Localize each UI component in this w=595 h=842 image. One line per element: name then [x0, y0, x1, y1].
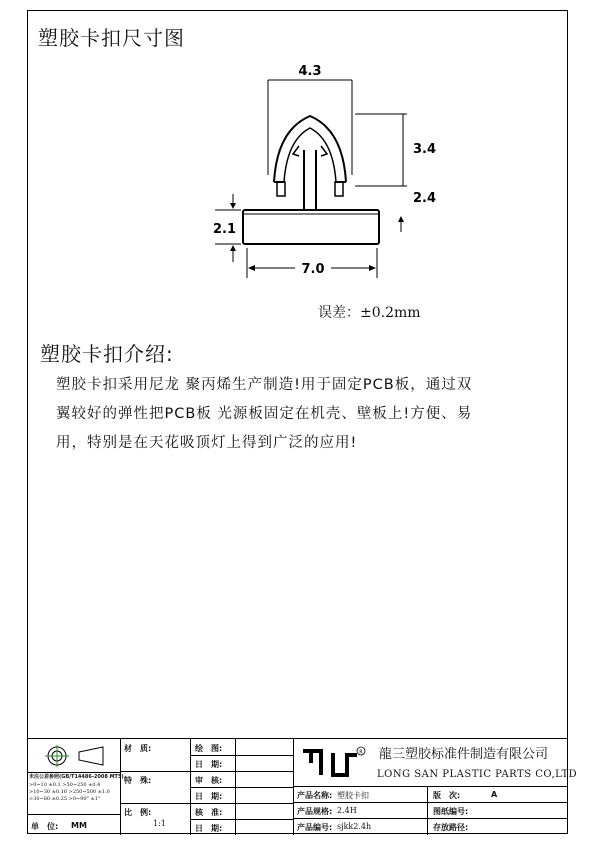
- tol-row: >30~80 ±0.25 >0~90° ±1°: [29, 796, 101, 802]
- version-value: A: [491, 790, 498, 799]
- company-logo: [299, 745, 369, 783]
- tolerance-note: 误差：±0.2mm: [318, 305, 421, 321]
- product-name-value: 塑胶卡扣: [337, 791, 369, 800]
- tol-row: >0~10 ±0.1 >50~250 ±0.4: [29, 782, 101, 788]
- intro-text: [56, 371, 542, 458]
- projection-symbol-icon: [45, 745, 107, 767]
- product-spec-value: 2.4H: [337, 806, 357, 815]
- company-name-cn: 龍三塑胶标准件制造有限公司: [379, 747, 549, 762]
- product-no-value: sjkk2.4h: [337, 822, 372, 831]
- clip-dimension-drawing: [195, 50, 455, 290]
- dim-height-upper: 3.4: [413, 142, 437, 157]
- intro-line: 塑胶卡扣采用尼龙 聚丙烯生产制造!用于固定PCB板，通过双: [56, 377, 473, 393]
- product-no-label: 产品编号:: [297, 823, 333, 832]
- section-title: 塑胶卡扣介绍:: [40, 342, 174, 366]
- dim-width-top: 4.3: [298, 64, 322, 79]
- draw-label: 绘 图:: [195, 744, 223, 753]
- tolerance-standard: 未注公差参照(GB/T14486-2008 MT5): [29, 774, 124, 780]
- page-title: 塑胶卡扣尺寸图: [38, 26, 185, 50]
- unit-label: 单 位:: [31, 822, 59, 831]
- dim-height-mid: 2.4: [413, 191, 437, 206]
- intro-line: 用，特别是在天花吸顶灯上得到广泛的应用!: [56, 435, 358, 451]
- intro-line: 翼较好的弹性把PCB板 光源板固定在机壳、壁板上!方便、易: [56, 406, 473, 422]
- dim-base-height: 2.1: [213, 222, 237, 237]
- product-spec-label: 产品规格:: [297, 807, 333, 816]
- storage-label: 存放路径:: [433, 823, 469, 832]
- version-label: 版 次:: [433, 791, 461, 800]
- product-name-label: 产品名称:: [297, 791, 333, 800]
- special-label: 特 殊:: [124, 776, 152, 785]
- svg-text:R: R: [359, 749, 363, 756]
- date-label: 日 期:: [195, 792, 223, 801]
- dim-base-width: 7.0: [301, 262, 325, 277]
- tol-row: >10~30 ±0.16 >250~500 ±1.0: [29, 789, 110, 795]
- date-label: 日 期:: [195, 760, 223, 769]
- review-label: 审 核:: [195, 776, 223, 785]
- scale-label: 比 例:: [124, 808, 152, 817]
- company-name-en: LONG SAN PLASTIC PARTS CO,LTD: [377, 769, 578, 780]
- drawing-no-label: 图纸编号:: [433, 807, 469, 816]
- scale-value: 1:1: [153, 819, 166, 828]
- title-block: [27, 738, 578, 834]
- material-label: 材 质:: [124, 744, 152, 753]
- approve-label: 核 准:: [195, 808, 223, 817]
- unit-value: MM: [71, 821, 87, 830]
- date-label: 日 期:: [195, 824, 223, 833]
